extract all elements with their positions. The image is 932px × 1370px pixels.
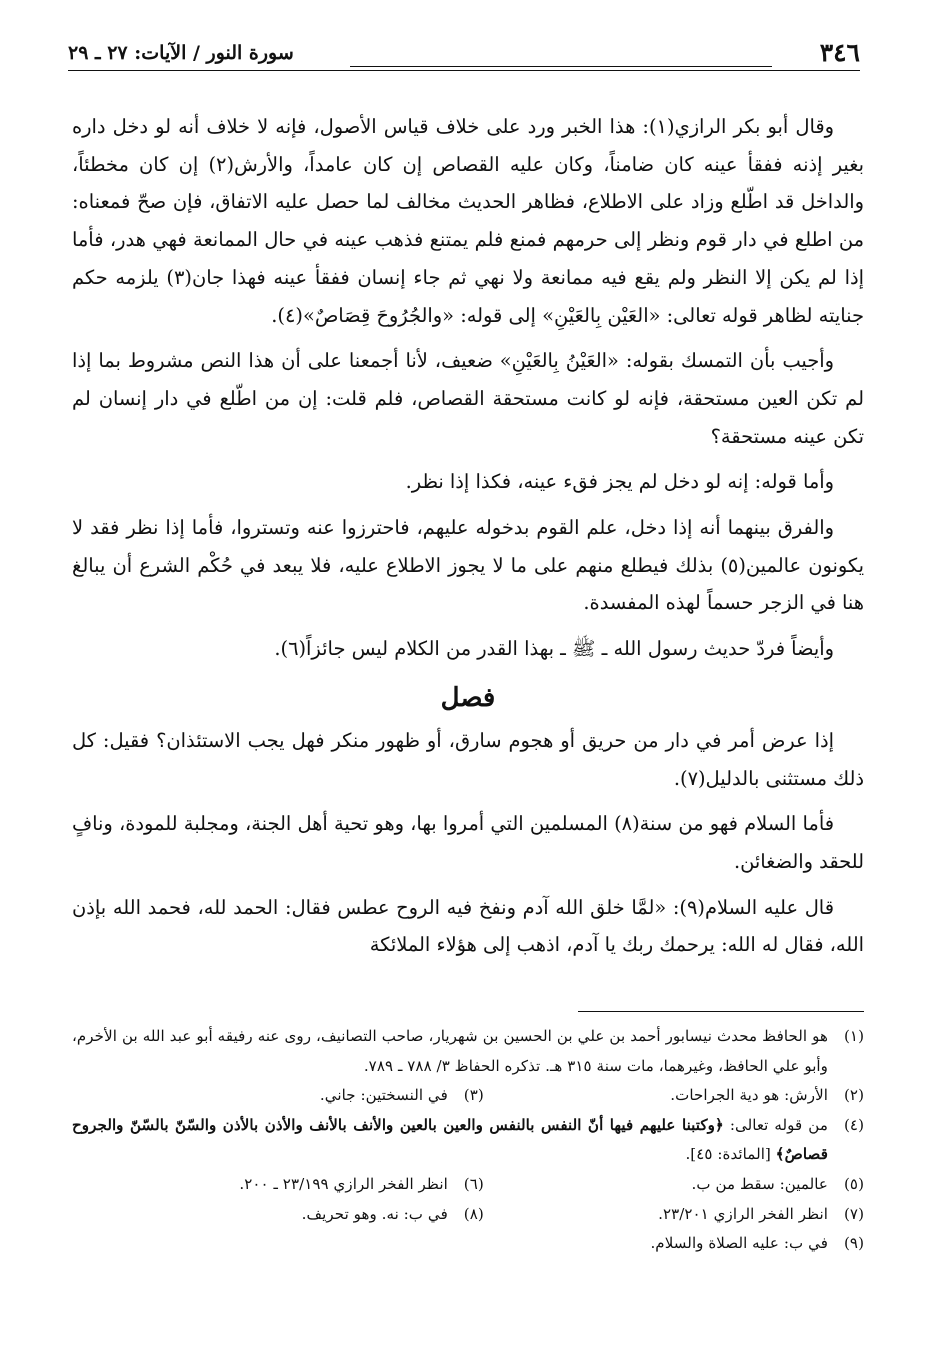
- footnote-separator: [578, 1011, 864, 1012]
- footnote-prefix: من قوله تعالى:: [723, 1115, 828, 1134]
- footnote-text: في ب: عليه الصلاة والسلام.: [650, 1234, 828, 1253]
- footnote: [72, 1022, 864, 1081]
- footnote: [484, 1200, 864, 1230]
- footnote-text: [72, 1111, 828, 1170]
- footnote-number: (٩): [843, 1234, 864, 1253]
- page-header: [68, 36, 860, 72]
- footnote-reference: [المائدة: ٤٥].: [685, 1145, 776, 1164]
- footnote-number: (٣): [463, 1086, 484, 1105]
- footnote-text: عالمين: سقط من ب.: [691, 1174, 828, 1193]
- footnote-number: (٢): [843, 1086, 864, 1105]
- paragraph: قال عليه السلام(٩): «لمَّا خلق الله آدم ونفخ فيه الروح عطس فقال: الحمد لله، فحمد الله بإذن الله، فقال له الله: يرحمك ربك يا آدم، اذهب إلى هؤلاء الملائكة: [72, 895, 864, 957]
- footnotes: [72, 1022, 864, 1259]
- footnote-text: في النسختين: جاني.: [319, 1086, 448, 1105]
- footnote: [72, 1081, 484, 1111]
- paragraph: وأيضاً فردّ حديث رسول الله ـ ﷺ ـ بهذا القدر من الكلام ليس جائزاً(٦).: [274, 637, 834, 661]
- footnote-row: [72, 1081, 864, 1111]
- main-text: [72, 108, 864, 972]
- footnote-number: (٦): [463, 1174, 484, 1193]
- footnote-row: [72, 1200, 864, 1230]
- footnote: [72, 1229, 864, 1259]
- footnote-number: (١): [843, 1027, 864, 1045]
- surah-title: سورة النور / الآيات: ٢٧ ـ ٢٩: [68, 42, 294, 64]
- page-number: ٣٤٦: [819, 38, 860, 67]
- section-heading: فصل: [440, 682, 496, 713]
- paragraph: وقال أبو بكر الرازي(١): هذا الخبر ورد على خلاف قياس الأصول، فإنه لا خلاف أنه لو دخل داره بغير إذنه ففقأ عينه كان ضامناً، وكان عليه القصاص إن كان عامداً، والأرش(٢) إن كان مخطئاً، والداخل قد اطّلع وزاد على الاطلاع، فظاهر الحديث مخالف لما حصل عليه الاتفاق، فإن صحّ فمعناه: من اطلع في دار قوم ونظر إلى حرمهم فمنع فلم يمتنع فذهب عينه في حال الممانعة فهي هدر، فأما إذا لم يكن إلا النظر ولم يقع فيه ممانعة ولا نهي ثم جاء إنسان ففقأ عينه فهذا جان(٣) يلزمه حكم جنايته لظاهر قوله تعالى: «العَيْن بِالعَيْنِ» إلى قوله: «والجُرُوحَ قِصَاصٌ»(٤).: [72, 115, 864, 327]
- paragraph: والفرق بينهما أنه إذا دخل، علم القوم بدخوله عليهم، فاحترزوا عنه وتستروا، فأما إذا نظر فقد لا يكونون عالمين(٥) بذلك فيطلع منهم على ما لا يجوز الاطلاع عليه، فلا يبعد في حُكْم الشرع أن يبالغ هنا في الزجر حسماً لهذه المفسدة.: [72, 516, 864, 615]
- paragraph: وأجيب بأن التمسك بقوله: «العَيْنُ بِالعَيْنِ» ضعيف، لأنا أجمعنا على أن هذا النص مشروط بما إذا لم تكن العين مستحقة، فإنه لو كانت مستحقة القصاص، فلم قلت: إن من اطّلع في دار إنسان لم تكن عينه مستحقة؟: [72, 349, 864, 448]
- footnote: [484, 1170, 864, 1200]
- footnote-text: في ب: نه. وهو تحريف.: [301, 1204, 448, 1223]
- paragraph: وأما قوله: إنه لو دخل لم يجز فقء عينه، فكذا إذا نظر.: [405, 470, 834, 494]
- header-rule: [350, 66, 772, 67]
- footnote: [484, 1081, 864, 1111]
- footnote-number: (٧): [843, 1204, 864, 1223]
- header-underline: [68, 70, 860, 71]
- footnote: [72, 1170, 484, 1200]
- footnote-text: انظر الفخر الرازي ٢٣/١٩٩ ـ ٢٠٠.: [239, 1174, 448, 1193]
- quran-quote: ﴿وكتبنا عليهم فيها أنّ النفس بالنفس والعين بالعين والأنف بالأنف والأذن بالأذن والسّنّ بالسّنّ والجروح قصاصٌ﴾: [72, 1115, 828, 1164]
- paragraph: إذا عرض أمر في دار من حريق أو هجوم سارق، أو ظهور منكر فهل يجب الاستئذان؟ فقيل: كل ذلك مستثنى بالدليل(٧).: [72, 728, 864, 790]
- paragraph: فأما السلام فهو من سنة(٨) المسلمين التي أمروا بها، وهو تحية أهل الجنة، ومجلبة للمودة، ونافٍ للحقد والضغائن.: [72, 812, 864, 873]
- footnote-text: الأرش: هو دية الجراحات.: [670, 1086, 828, 1105]
- footnote-text: انظر الفخر الرازي ٢٣/٢٠١.: [658, 1204, 828, 1223]
- footnote-text: هو الحافظ محدث نيسابور أحمد بن علي بن الحسين بن شهريار، صاحب التصانيف، روى عنه رفيقه أبو عبد الله بن الأخرم، وأبو علي الحافظ، وغيرهما، مات سنة ٣١٥ هـ. تذكره الحفاظ ٣/ ٧٨٨ ـ ٧٨٩.: [72, 1027, 828, 1075]
- footnote: [72, 1111, 864, 1170]
- footnote-number: (٥): [843, 1174, 864, 1193]
- footnote-number: (٨): [463, 1204, 484, 1223]
- footnote-number: (٤): [843, 1115, 864, 1134]
- footnote: [72, 1200, 484, 1230]
- footnote-row: [72, 1170, 864, 1200]
